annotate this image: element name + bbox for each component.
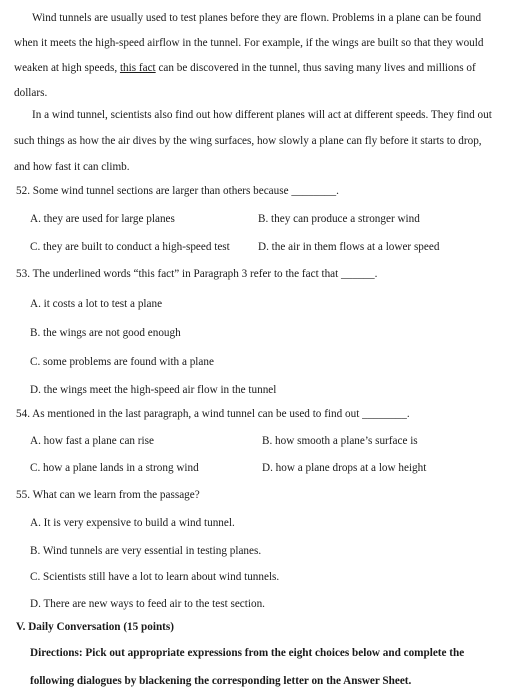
question-54-option-a: A. how fast a plane can rise [30,435,154,447]
passage-line: when it meets the high-speed airflow in the tunnel. For example, if the wings are built so that they would [14,37,484,49]
passage-line: such things as how the air dives by the wing surfaces, how slowly a plane can fly before it starts to drop, [14,135,482,147]
passage-line: and how fast it can climb. [14,161,130,173]
passage-line: In a wind tunnel, scientists also find out how different planes will act at different speeds. They find out [32,109,492,121]
question-54-option-b: B. how smooth a plane’s surface is [262,435,418,447]
section-directions-line: following dialogues by blackening the corresponding letter on the Answer Sheet. [30,675,412,687]
section-heading: V. Daily Conversation (15 points) [16,621,174,633]
question-55-option-c: C. Scientists still have a lot to learn about wind tunnels. [30,571,280,583]
passage-line: weaken at high speeds, this fact can be discovered in the tunnel, thus saving many lives and millions of [14,62,476,74]
question-53-option-c: C. some problems are found with a plane [30,356,214,368]
question-52-option-a: A. they are used for large planes [30,213,175,225]
question-55-stem: 55. What can we learn from the passage? [16,489,200,501]
question-55-option-a: A. It is very expensive to build a wind tunnel. [30,517,235,529]
question-54-option-d: D. how a plane drops at a low height [262,462,427,474]
section-directions-line: Directions: Pick out appropriate expressions from the eight choices below and complete the [30,647,465,659]
question-54-stem: 54. As mentioned in the last paragraph, a wind tunnel can be used to find out ________. [16,408,410,420]
question-52-option-c: C. they are built to conduct a high-speed test [30,241,230,253]
underlined-this-fact: this fact [119,62,156,74]
question-52-stem: 52. Some wind tunnel sections are larger than others because ________. [16,185,339,197]
question-53-stem: 53. The underlined words “this fact” in Paragraph 3 refer to the fact that ______. [16,268,378,280]
question-52-option-d: D. the air in them flows at a lower speed [258,241,440,253]
passage-line: Wind tunnels are usually used to test planes before they are flown. Problems in a plane can be found [32,12,482,24]
question-52-option-b: B. they can produce a stronger wind [258,213,420,225]
passage-line: dollars. [14,87,48,99]
question-53-option-b: B. the wings are not good enough [30,327,181,339]
question-53-option-a: A. it costs a lot to test a plane [30,298,163,310]
question-55-option-d: D. There are new ways to feed air to the test section. [30,598,265,610]
question-55-option-b: B. Wind tunnels are very essential in testing planes. [30,545,262,557]
question-54-option-c: C. how a plane lands in a strong wind [30,462,199,474]
question-53-option-d: D. the wings meet the high-speed air flow in the tunnel [30,384,277,396]
